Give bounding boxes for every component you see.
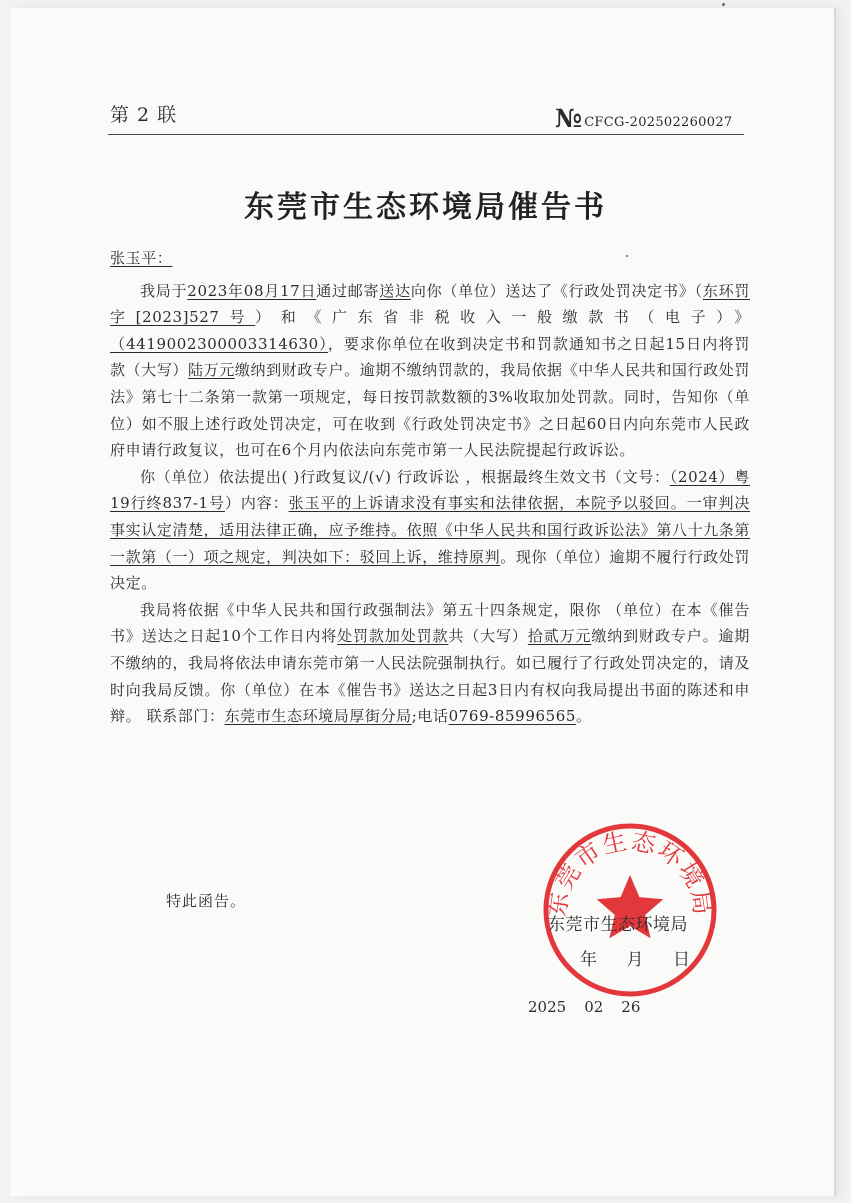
date-labels bbox=[580, 945, 690, 970]
issue-day: 26 bbox=[621, 998, 641, 1016]
document-title: 东莞市生态环境局催告书 bbox=[244, 190, 607, 225]
serial-code: CFCG-202502260027 bbox=[584, 115, 733, 130]
closing-remark: 特此函告。 bbox=[166, 892, 247, 910]
month-label: 月 bbox=[626, 950, 644, 970]
serial-number bbox=[555, 102, 732, 132]
year-label: 年 bbox=[580, 950, 597, 970]
issue-date bbox=[528, 998, 640, 1016]
document-body bbox=[110, 245, 750, 730]
paragraph-litigation: 你（单位）依法提出( )行政复议/(√) 行政诉讼 ，根据最终生效文书（文号：（2024）粤19行终837-1号）内容：张玉平的上诉请求没有事实和法律依据，本院予以驳回。一审判决事实认定清楚，适用法律正确，应予维持。依照《中华人民共和国行政诉讼法》第八十九条第一款第（一）项之规定，判决如下：驳回上诉，维持原判。现你（单位）逾期不履行行政处罚决定。 bbox=[110, 467, 750, 593]
numero-sign: № bbox=[555, 104, 583, 133]
copy-label: 第 2 联 bbox=[110, 104, 178, 126]
fine-amount: 陆万元 bbox=[188, 361, 235, 380]
payment-slip-number: （4419002300003314630） bbox=[110, 334, 328, 353]
svg-text:东莞市生态环境局: 东莞市生态环境局 bbox=[543, 826, 717, 919]
demand-amount: 拾贰万元 bbox=[527, 627, 592, 646]
demand-item: 处罚款加处罚款 bbox=[337, 627, 449, 646]
signing-organization: 东莞市生态环境局 bbox=[548, 915, 688, 935]
day-label: 日 bbox=[673, 950, 690, 970]
issue-year: 2025 bbox=[528, 998, 567, 1016]
delivery-method: 送达 bbox=[379, 281, 411, 300]
scan-speck bbox=[722, 3, 725, 6]
paragraph-demand: 我局将依据《中华人民共和国行政强制法》第五十四条规定，限你 （单位）在本《催告书》送达之日起10个工作日内将处罚款加处罚款共（大写）拾贰万元缴纳到财政专户。逾期不缴纳的，我局将依法申请东莞市第一人民法院强制执行。如已履行了行政处罚决定的，请及时向我局反馈。你（单位）在本《催告书》送达之日起3日内有权向我局提出书面的陈述和申辩。 联系部门：东莞市生态环境局厚街分局;电话0769-85996565。 bbox=[110, 600, 750, 726]
contact-department: 东莞市生态环境局厚街分局 bbox=[224, 707, 412, 726]
header-rule bbox=[108, 134, 744, 135]
addressee: 张玉平： bbox=[110, 249, 173, 267]
judgment-content: 张玉平的上诉请求没有事实和法律依据，本院予以驳回。一审判决事实认定清楚，适用法律正确，应予维持。依照《中华人民共和国行政诉讼法》第八十九条第一款第（一）项之规定，判决如下：驳回上诉，维持原判 bbox=[110, 494, 750, 566]
decision-number: 东环罚字[2023]527号 bbox=[110, 281, 750, 327]
contact-phone: 0769-85996565 bbox=[448, 707, 577, 726]
paragraph-delivery: 我局于2023年08月17日通过邮寄送达向你（单位）送达了《行政处罚决定书》（东环罚字[2023]527号）和《广东省非税收入一般缴款书（电子）》（4419002300003314630），要求你单位在收到决定书和罚款通知书之日起15日内将罚款（大写）陆万元缴纳到财政专户。逾期不缴纳罚款的，我局依据《中华人民共和国行政处罚法》第七十二条第一款第一项规定，每日按罚款数额的3%收取加处罚款。同时，告知你（单位）如不服上述行政处罚决定，可在收到《行政处罚决定书》之日起60日内向东莞市人民政府申请行政复议，也可在6个月内依法向东莞市第一人民法院提起行政诉讼。 bbox=[110, 281, 750, 460]
delivery-date: 2023年08月17日 bbox=[187, 281, 317, 300]
judgment-number: （2024）粤19行终837-1号 bbox=[110, 467, 750, 513]
issue-month: 02 bbox=[584, 998, 604, 1016]
